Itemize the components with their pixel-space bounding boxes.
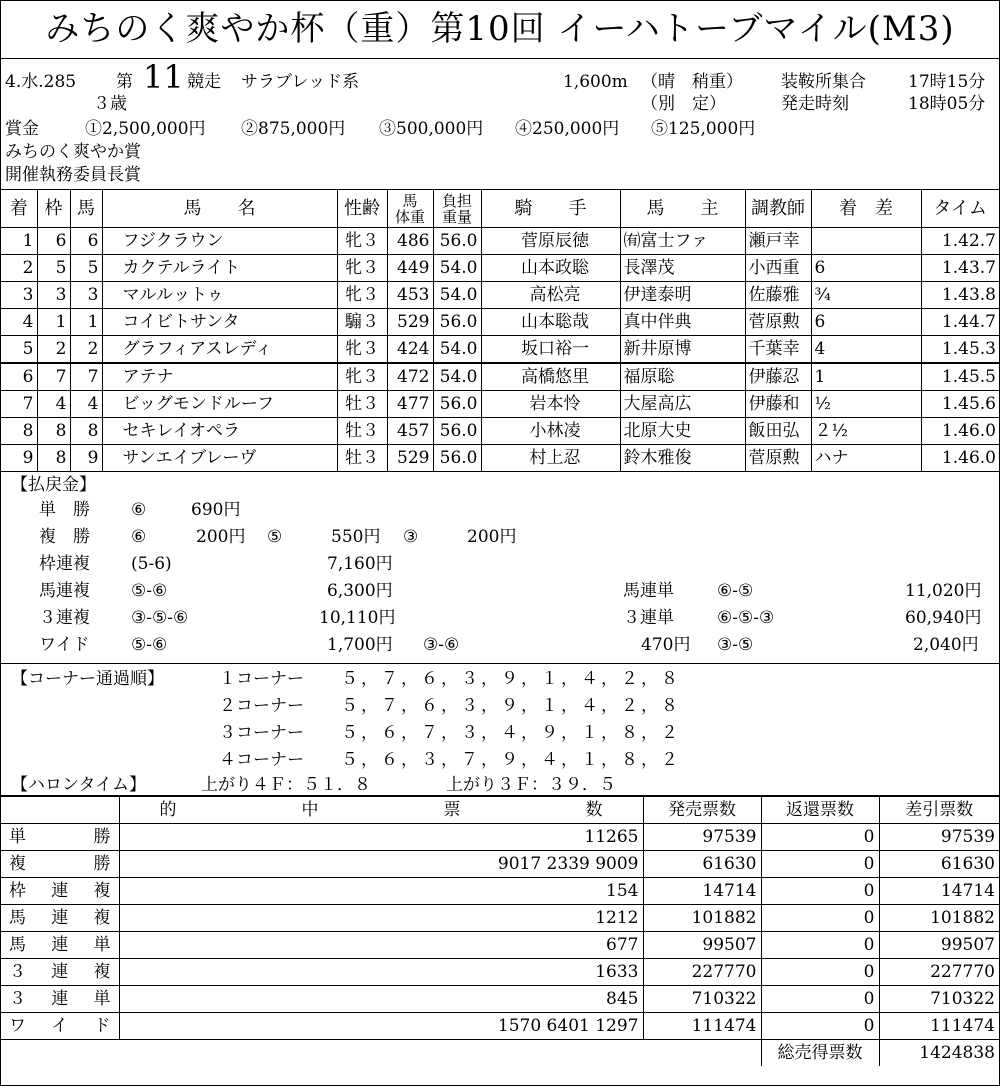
ticket-col-refund: 返還票数 (761, 797, 879, 824)
award-1: みちのく爽やか賞 (5, 142, 141, 162)
payout-sanrenpuku-label: ３連複 (39, 608, 90, 628)
col-sex-age: 性齢 (337, 190, 387, 228)
payout-fukusho-amount-3: 200円 (467, 527, 517, 547)
race-no-prefix: 第 (116, 72, 133, 92)
prize-5: ⑤125,000円 (651, 119, 756, 139)
race-title: みちのく爽やか杯（重）第10回 イーハトーブマイル(M3) (1, 1, 999, 59)
result-weight: 453 (387, 282, 433, 309)
payout-wakuren-label: 枠連複 (39, 554, 90, 574)
payout-fukusho-amount-1: 200円 (196, 527, 246, 547)
payout-fukusho-amount-2: 550円 (331, 527, 381, 547)
result-number: 5 (70, 255, 102, 282)
result-time: 1.46.0 (921, 418, 999, 445)
furlong-last3f: 上がり３Ｆ：３９．５ (446, 775, 616, 795)
col-number: 馬 (70, 190, 102, 228)
result-horse: コイビトサンタ (102, 309, 337, 336)
ticket-hit: 1633 (119, 959, 643, 986)
ticket-sales-table (1, 796, 999, 1066)
result-place: 4 (1, 309, 37, 336)
payout-wide-combo-3: ③-⑤ (717, 635, 754, 655)
result-margin: ½ (811, 391, 921, 418)
ticket-refund: 0 (761, 905, 879, 932)
corner-4-label: ４コーナー (219, 750, 304, 770)
result-jockey: 山本聡哉 (481, 309, 620, 336)
ticket-body (1, 824, 999, 1040)
race-code: 4.水.285 (5, 72, 77, 92)
breed: サラブレッド系 (241, 72, 360, 92)
weight-condition: （別 定） (641, 94, 726, 114)
corner-4-order: ５，６，３，７，９，４，１，８，２ (341, 750, 681, 770)
result-time: 1.45.6 (921, 391, 999, 418)
ticket-sold: 99507 (643, 932, 761, 959)
corner-1-order: ５，７，６，３，９，１，４，２，８ (341, 669, 681, 689)
payout-wakuren-amount: 7,160円 (327, 554, 393, 574)
result-time: 1.45.5 (921, 363, 999, 391)
prize-2: ②875,000円 (241, 119, 346, 139)
ticket-col-net: 差引票数 (879, 797, 999, 824)
result-burden: 56.0 (433, 391, 481, 418)
payout-wide-combo-1: ⑤-⑥ (131, 635, 168, 655)
col-owner: 馬 主 (620, 190, 745, 228)
ticket-net: 61630 (879, 851, 999, 878)
corner-3-order: ５，６，７，３，４，９，１，８，２ (341, 723, 681, 743)
ticket-col-sold: 発売票数 (643, 797, 761, 824)
table-row (1, 363, 999, 391)
result-margin: 6 (811, 255, 921, 282)
result-margin (811, 228, 921, 255)
ticket-type: 馬連複 (1, 905, 119, 932)
result-number: 8 (70, 418, 102, 445)
result-frame: 2 (37, 336, 70, 364)
ticket-sold: 111474 (643, 1013, 761, 1040)
result-burden: 54.0 (433, 255, 481, 282)
result-trainer: 小西重 (745, 255, 811, 282)
result-place: 1 (1, 228, 37, 255)
ticket-sold: 227770 (643, 959, 761, 986)
table-row (1, 255, 999, 282)
ticket-sold: 97539 (643, 824, 761, 851)
result-time: 1.45.3 (921, 336, 999, 364)
result-number: 9 (70, 445, 102, 472)
post-time: 18時05分 (908, 94, 986, 114)
corner-2-label: ２コーナー (219, 696, 304, 716)
col-place: 着 (1, 190, 37, 228)
corner-section (1, 664, 999, 796)
payout-fukusho-combo-1: ⑥ (131, 527, 147, 547)
furlong-last4f: 上がり４Ｆ：５１．８ (201, 775, 371, 795)
result-sex-age: 牝３ (337, 336, 387, 364)
result-place: 3 (1, 282, 37, 309)
results-table (1, 190, 999, 472)
ticket-col-hit: 的 中 票 数 (119, 797, 643, 824)
result-sex-age: 牝３ (337, 255, 387, 282)
ticket-total-label: 総売得票数 (761, 1040, 879, 1067)
ticket-refund: 0 (761, 932, 879, 959)
result-burden: 56.0 (433, 309, 481, 336)
result-weight: 449 (387, 255, 433, 282)
ticket-net: 111474 (879, 1013, 999, 1040)
result-time: 1.46.0 (921, 445, 999, 472)
result-frame: 7 (37, 363, 70, 391)
table-row (1, 851, 999, 878)
col-weight: 馬 体重 (387, 190, 433, 228)
ticket-type: 枠連複 (1, 878, 119, 905)
ticket-refund: 0 (761, 851, 879, 878)
table-row (1, 878, 999, 905)
result-horse: セキレイオペラ (102, 418, 337, 445)
ticket-hit: 845 (119, 986, 643, 1013)
prize-1: ①2,500,000円 (85, 119, 206, 139)
payout-tansho-amount: 690円 (191, 500, 241, 520)
payout-tansho-combo: ⑥ (131, 500, 147, 520)
result-horse: マルルットゥ (102, 282, 337, 309)
result-burden: 56.0 (433, 418, 481, 445)
result-owner: 大屋高広 (620, 391, 745, 418)
result-burden: 56.0 (433, 228, 481, 255)
ticket-hit: 9017 2339 9009 (119, 851, 643, 878)
payout-umaren-amount: 6,300円 (327, 581, 393, 601)
result-trainer: 飯田弘 (745, 418, 811, 445)
prize-label: 賞金 (5, 119, 39, 139)
result-margin: ¾ (811, 282, 921, 309)
weather-track: （晴 稍重） (641, 72, 743, 92)
payout-wide-amount-3: 2,040円 (913, 635, 979, 655)
ticket-type: 馬連単 (1, 932, 119, 959)
payout-sanrenpuku-amount: 10,110円 (319, 608, 396, 628)
col-time: タイム (921, 190, 999, 228)
result-owner: 長澤茂 (620, 255, 745, 282)
ticket-refund: 0 (761, 986, 879, 1013)
result-number: 6 (70, 228, 102, 255)
ticket-col-type (1, 797, 119, 824)
result-trainer: 伊藤忍 (745, 363, 811, 391)
result-horse: アテナ (102, 363, 337, 391)
payout-section (1, 472, 999, 664)
table-row (1, 905, 999, 932)
result-number: 3 (70, 282, 102, 309)
payout-sanrentan-label: ３連単 (623, 608, 674, 628)
ticket-sold: 101882 (643, 905, 761, 932)
payout-umatan-label: 馬連単 (623, 581, 674, 601)
result-weight: 477 (387, 391, 433, 418)
result-jockey: 山本政聡 (481, 255, 620, 282)
table-row (1, 824, 999, 851)
result-time: 1.42.7 (921, 228, 999, 255)
table-row (1, 986, 999, 1013)
ticket-sold: 61630 (643, 851, 761, 878)
col-frame: 枠 (37, 190, 70, 228)
result-frame: 1 (37, 309, 70, 336)
payout-title: 【払戻金】 (11, 475, 96, 495)
payout-sanrenpuku-combo: ③-⑤-⑥ (131, 608, 189, 628)
ticket-refund: 0 (761, 1013, 879, 1040)
result-margin: ハナ (811, 445, 921, 472)
ticket-sold: 710322 (643, 986, 761, 1013)
result-jockey: 坂口裕一 (481, 336, 620, 364)
result-horse: カクテルライト (102, 255, 337, 282)
ticket-refund: 0 (761, 824, 879, 851)
result-horse: ビッグモンドルーフ (102, 391, 337, 418)
result-time: 1.43.7 (921, 255, 999, 282)
payout-umatan-combo: ⑥-⑤ (717, 581, 754, 601)
ticket-type: 複勝 (1, 851, 119, 878)
result-place: 8 (1, 418, 37, 445)
col-horse: 馬 名 (102, 190, 337, 228)
result-trainer: 菅原勲 (745, 309, 811, 336)
result-weight: 529 (387, 445, 433, 472)
ticket-hit: 154 (119, 878, 643, 905)
result-number: 2 (70, 336, 102, 364)
payout-tansho-label: 単 勝 (39, 500, 90, 520)
result-place: 6 (1, 363, 37, 391)
payout-sanrentan-combo: ⑥-⑤-③ (717, 608, 775, 628)
payout-wide-combo-2: ③-⑥ (423, 635, 460, 655)
result-owner: 伊達泰明 (620, 282, 745, 309)
result-place: 2 (1, 255, 37, 282)
result-margin: 4 (811, 336, 921, 364)
ticket-type: ３連複 (1, 959, 119, 986)
payout-wide-amount-1: 1,700円 (327, 635, 393, 655)
col-trainer: 調教師 (745, 190, 811, 228)
result-burden: 54.0 (433, 336, 481, 364)
assembly-label: 装鞍所集合 (781, 72, 866, 92)
ticket-net: 97539 (879, 824, 999, 851)
ticket-net: 227770 (879, 959, 999, 986)
table-row (1, 1013, 999, 1040)
result-jockey: 村上忍 (481, 445, 620, 472)
result-jockey: 菅原辰徳 (481, 228, 620, 255)
payout-wakuren-combo: (5-6) (131, 554, 172, 574)
result-number: 4 (70, 391, 102, 418)
ticket-type: ワイド (1, 1013, 119, 1040)
result-margin: 1 (811, 363, 921, 391)
result-time: 1.44.7 (921, 309, 999, 336)
result-frame: 3 (37, 282, 70, 309)
result-owner: 鈴木雅俊 (620, 445, 745, 472)
assembly-time: 17時15分 (908, 72, 986, 92)
ticket-header-row (1, 797, 999, 824)
result-owner: 福原聡 (620, 363, 745, 391)
payout-umatan-amount: 11,020円 (905, 581, 982, 601)
payout-sanrentan-amount: 60,940円 (905, 608, 982, 628)
result-weight: 529 (387, 309, 433, 336)
result-horse: グラフィアスレディ (102, 336, 337, 364)
payout-wide-label: ワイド (39, 635, 90, 655)
post-time-label: 発走時刻 (781, 94, 849, 114)
distance: 1,600m (563, 72, 628, 92)
corner-1-label: １コーナー (219, 669, 304, 689)
result-owner: 北原大史 (620, 418, 745, 445)
table-row (1, 336, 999, 364)
result-trainer: 千葉幸 (745, 336, 811, 364)
result-burden: 54.0 (433, 363, 481, 391)
result-number: 7 (70, 363, 102, 391)
ticket-hit: 1570 6401 1297 (119, 1013, 643, 1040)
ticket-total-value: 1424838 (879, 1040, 999, 1067)
ticket-net: 14714 (879, 878, 999, 905)
result-margin: 6 (811, 309, 921, 336)
result-frame: 8 (37, 445, 70, 472)
result-place: 9 (1, 445, 37, 472)
ticket-hit: 677 (119, 932, 643, 959)
table-row (1, 391, 999, 418)
ticket-total-row (1, 1040, 999, 1067)
ticket-sold: 14714 (643, 878, 761, 905)
result-horse: フジクラウン (102, 228, 337, 255)
result-trainer: 瀬戸幸 (745, 228, 811, 255)
results-body (1, 228, 999, 472)
prize-3: ③500,000円 (379, 119, 484, 139)
award-2: 開催執務委員長賞 (5, 165, 141, 185)
ticket-refund: 0 (761, 878, 879, 905)
result-margin: ２½ (811, 418, 921, 445)
payout-fukusho-combo-2: ⑤ (267, 527, 283, 547)
prize-4: ④250,000円 (515, 119, 620, 139)
result-sex-age: 牡３ (337, 445, 387, 472)
results-header-row (1, 190, 999, 228)
table-row (1, 228, 999, 255)
table-row (1, 309, 999, 336)
result-jockey: 高松亮 (481, 282, 620, 309)
result-jockey: 岩本怜 (481, 391, 620, 418)
result-frame: 4 (37, 391, 70, 418)
result-trainer: 佐藤雅 (745, 282, 811, 309)
ticket-net: 710322 (879, 986, 999, 1013)
payout-fukusho-combo-3: ③ (403, 527, 419, 547)
result-sex-age: 牝３ (337, 282, 387, 309)
ticket-type: ３連単 (1, 986, 119, 1013)
table-row (1, 282, 999, 309)
result-owner: ㈲富士ファ (620, 228, 745, 255)
result-number: 1 (70, 309, 102, 336)
table-row (1, 932, 999, 959)
race-no-suffix: 競走 (187, 72, 221, 92)
furlong-title: 【ハロンタイム】 (11, 775, 146, 795)
result-trainer: 伊藤和 (745, 391, 811, 418)
result-frame: 5 (37, 255, 70, 282)
result-owner: 真中伴典 (620, 309, 745, 336)
result-place: 5 (1, 336, 37, 364)
result-jockey: 小林凌 (481, 418, 620, 445)
ticket-refund: 0 (761, 959, 879, 986)
result-horse: サンエイブレーヴ (102, 445, 337, 472)
result-weight: 472 (387, 363, 433, 391)
result-owner: 新井原博 (620, 336, 745, 364)
corner-2-order: ５，７，６，３，９，１，４，２，８ (341, 696, 681, 716)
result-weight: 457 (387, 418, 433, 445)
result-sex-age: 牡３ (337, 391, 387, 418)
ticket-hit: 1212 (119, 905, 643, 932)
result-burden: 54.0 (433, 282, 481, 309)
result-jockey: 高橋悠里 (481, 363, 620, 391)
result-sex-age: 牝３ (337, 363, 387, 391)
corner-3-label: ３コーナー (219, 723, 304, 743)
corner-title: 【コーナー通過順】 (11, 669, 164, 689)
race-header (1, 59, 999, 190)
col-jockey: 騎 手 (481, 190, 620, 228)
result-trainer: 菅原勲 (745, 445, 811, 472)
result-time: 1.43.8 (921, 282, 999, 309)
ticket-hit: 11265 (119, 824, 643, 851)
col-margin: 着 差 (811, 190, 921, 228)
payout-umaren-combo: ⑤-⑥ (131, 581, 168, 601)
payout-umaren-label: 馬連複 (39, 581, 90, 601)
result-sex-age: 牝３ (337, 228, 387, 255)
result-frame: 6 (37, 228, 70, 255)
payout-wide-amount-2: 470円 (641, 635, 691, 655)
result-place: 7 (1, 391, 37, 418)
col-burden: 負担 重量 (433, 190, 481, 228)
table-row (1, 445, 999, 472)
result-weight: 424 (387, 336, 433, 364)
result-frame: 8 (37, 418, 70, 445)
ticket-type: 単勝 (1, 824, 119, 851)
result-sex-age: 牡３ (337, 418, 387, 445)
payout-fukusho-label: 複 勝 (39, 527, 90, 547)
table-row (1, 418, 999, 445)
age-condition: ３歳 (93, 94, 127, 114)
ticket-net: 101882 (879, 905, 999, 932)
ticket-net: 99507 (879, 932, 999, 959)
table-row (1, 959, 999, 986)
result-burden: 56.0 (433, 445, 481, 472)
result-weight: 486 (387, 228, 433, 255)
result-sex-age: 騸３ (337, 309, 387, 336)
race-number: 11 (143, 58, 184, 96)
